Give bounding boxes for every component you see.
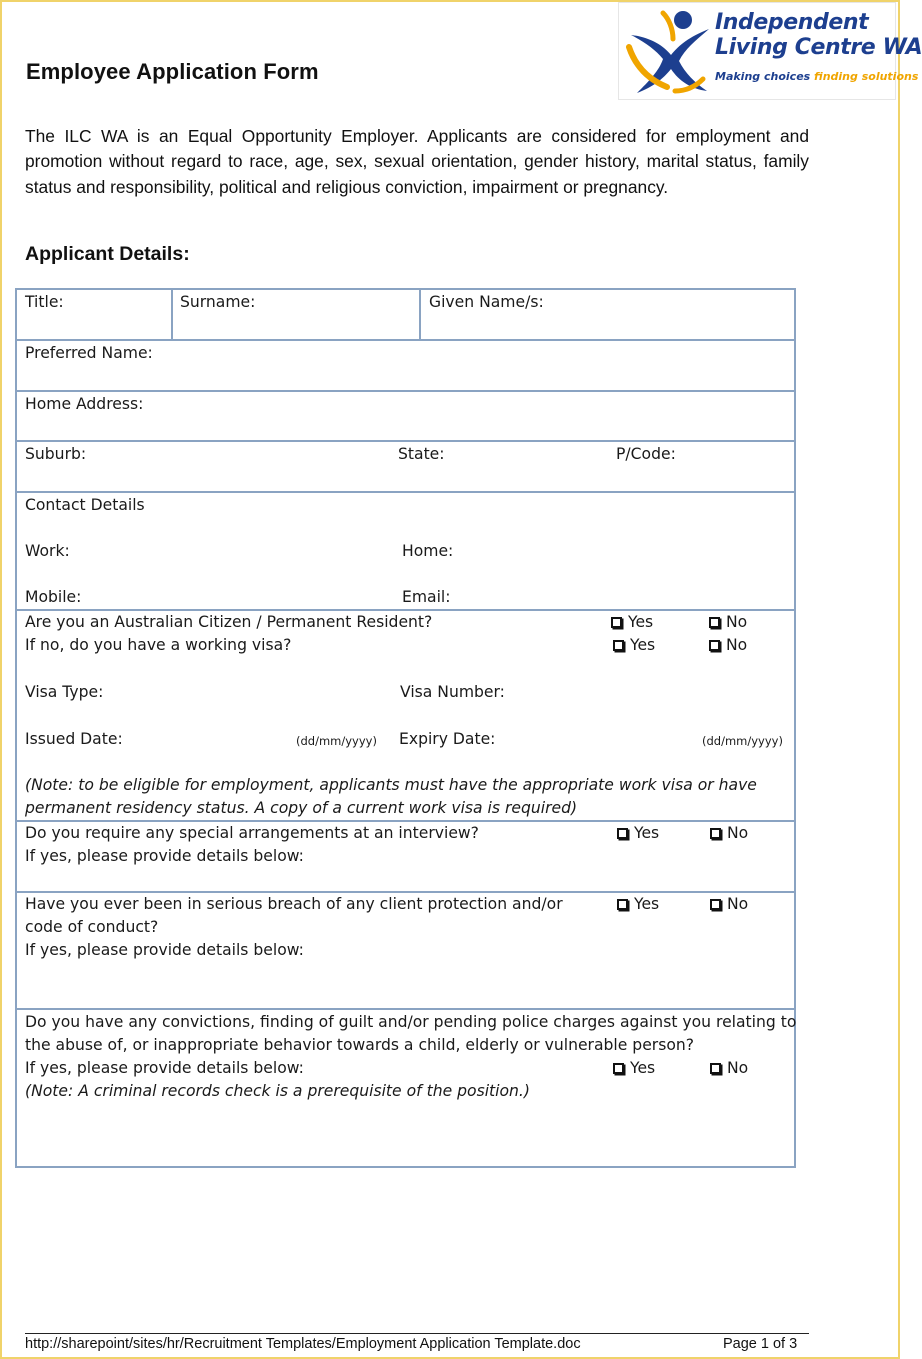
- convictions-no-label: No: [727, 1059, 749, 1077]
- row-divider: [17, 891, 794, 893]
- checkbox-icon[interactable]: [611, 617, 622, 628]
- visa-question: If no, do you have a working visa?: [25, 636, 292, 654]
- convictions-details-prompt: If yes, please provide details below:: [25, 1059, 304, 1077]
- expiry-date-label: Expiry Date:: [399, 730, 496, 748]
- interview-question: Do you require any special arrangements at an interview?: [25, 824, 479, 842]
- col-divider: [419, 290, 421, 339]
- interview-no-option[interactable]: [710, 824, 748, 842]
- logo-line-2: Living Centre WA: [715, 35, 922, 60]
- checkbox-icon[interactable]: [710, 1063, 721, 1074]
- logo-tagline-part2: finding solutions: [814, 70, 919, 83]
- col-divider: [171, 290, 173, 339]
- breach-no-label: No: [727, 895, 749, 913]
- footer-divider: [25, 1333, 809, 1334]
- surname-field-label: Surname:: [180, 293, 256, 311]
- title-field-label: Title:: [25, 293, 64, 311]
- citizen-yes-label: Yes: [628, 613, 654, 631]
- logo-tagline: [715, 70, 918, 83]
- visa-yes-label: Yes: [630, 636, 656, 654]
- page-title: Employee Application Form: [26, 59, 319, 84]
- visa-no-option[interactable]: [709, 636, 747, 654]
- breach-question-line-2: code of conduct?: [25, 918, 159, 936]
- convictions-yes-label: Yes: [630, 1059, 656, 1077]
- applicant-details-form: [15, 288, 796, 1168]
- checkbox-icon[interactable]: [709, 640, 720, 651]
- visa-number-label: Visa Number:: [400, 683, 505, 701]
- section-heading: Applicant Details:: [25, 243, 190, 265]
- interview-no-label: No: [727, 824, 749, 842]
- visa-note-line-1: (Note: to be eligible for employment, applicants must have the appropriate work visa or have: [25, 776, 757, 794]
- issued-date-label: Issued Date:: [25, 730, 123, 748]
- row-divider: [17, 1008, 794, 1010]
- home-address-label: Home Address:: [25, 395, 144, 413]
- logo-tagline-part1: Making choices: [715, 70, 811, 83]
- visa-no-label: No: [726, 636, 748, 654]
- convictions-no-option[interactable]: [710, 1059, 748, 1077]
- convictions-question-line-2: the abuse of, or inappropriate behavior towards a child, elderly or vulnerable person?: [25, 1036, 695, 1054]
- visa-yes-option[interactable]: [613, 636, 655, 654]
- logo-line-1: Independent: [715, 10, 869, 35]
- given-names-field-label: Given Name/s:: [429, 293, 544, 311]
- contact-details-label: Contact Details: [25, 496, 145, 514]
- checkbox-icon[interactable]: [617, 899, 628, 910]
- breach-yes-option[interactable]: [617, 895, 659, 913]
- row-divider: [17, 390, 794, 392]
- email-label: Email:: [402, 588, 451, 606]
- footer-page-number: Page 1 of 3: [723, 1336, 798, 1352]
- eeo-statement: The ILC WA is an Equal Opportunity Employer. Applicants are considered for employment and promotion without regard to race, age, sex, sexual orientation, gender history, marital status, family status and responsibility, political and religious conviction, impairment or pregnancy.: [25, 126, 809, 197]
- work-phone-label: Work:: [25, 542, 70, 560]
- interview-yes-option[interactable]: [617, 824, 659, 842]
- checkbox-icon[interactable]: [710, 828, 721, 839]
- ilc-logo: [618, 2, 922, 100]
- row-divider: [17, 609, 794, 611]
- suburb-label: Suburb:: [25, 445, 87, 463]
- postcode-label: P/Code:: [616, 445, 676, 463]
- checkbox-icon[interactable]: [613, 1063, 624, 1074]
- citizen-question: Are you an Australian Citizen / Permanent Resident?: [25, 613, 433, 631]
- ilc-figure-icon: [623, 7, 713, 97]
- footer-document-path: http://sharepoint/sites/hr/Recruitment Templates/Employment Application Template.doc: [25, 1336, 581, 1352]
- convictions-question-line-1: Do you have any convictions, finding of guilt and/or pending police charges against you relating to: [25, 1013, 797, 1031]
- breach-no-option[interactable]: [710, 895, 748, 913]
- checkbox-icon[interactable]: [613, 640, 624, 651]
- breach-yes-label: Yes: [634, 895, 660, 913]
- visa-type-label: Visa Type:: [25, 683, 104, 701]
- row-divider: [17, 440, 794, 442]
- interview-details-prompt: If yes, please provide details below:: [25, 847, 304, 865]
- expiry-date-format-hint: (dd/mm/yyyy): [702, 734, 783, 748]
- row-divider: [17, 491, 794, 493]
- criminal-check-note: (Note: A criminal records check is a prerequisite of the position.): [25, 1082, 530, 1100]
- issued-date-format-hint: (dd/mm/yyyy): [296, 734, 377, 748]
- checkbox-icon[interactable]: [710, 899, 721, 910]
- visa-note-line-2: permanent residency status. A copy of a current work visa is required): [25, 799, 578, 817]
- mobile-label: Mobile:: [25, 588, 82, 606]
- preferred-name-label: Preferred Name:: [25, 344, 153, 362]
- row-divider: [17, 820, 794, 822]
- convictions-yes-option[interactable]: [613, 1059, 655, 1077]
- home-phone-label: Home:: [402, 542, 454, 560]
- state-label: State:: [398, 445, 445, 463]
- citizen-no-option[interactable]: [709, 613, 747, 631]
- breach-details-prompt: If yes, please provide details below:: [25, 941, 304, 959]
- citizen-yes-option[interactable]: [611, 613, 653, 631]
- citizen-no-label: No: [726, 613, 748, 631]
- checkbox-icon[interactable]: [617, 828, 628, 839]
- row-divider: [17, 339, 794, 341]
- checkbox-icon[interactable]: [709, 617, 720, 628]
- interview-yes-label: Yes: [634, 824, 660, 842]
- breach-question-line-1: Have you ever been in serious breach of any client protection and/or: [25, 895, 563, 913]
